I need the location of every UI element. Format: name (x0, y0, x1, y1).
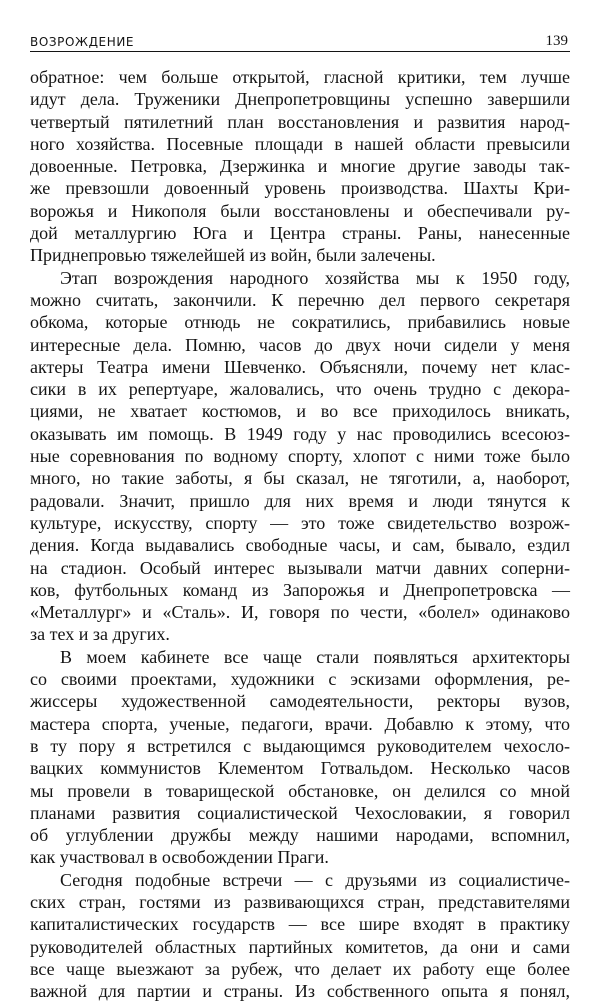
text-line: жиссеры художественной самодеятельности, ректоры вузов, (30, 691, 570, 712)
text-line: ные соревнования по водному спорту, хлопот с ними тоже было (30, 446, 570, 467)
text-line: об углублении дружбы между нашими народами, вспомнил, (30, 825, 570, 846)
text-line: обкома, которые отнюдь не сократились, прибавились новые (30, 312, 570, 333)
text-line: планами развития социалистической Чехословакии, я говорил (30, 802, 570, 823)
text-line: руководителей областных партийных комитетов, да они и сами (30, 936, 570, 957)
text-line: культуре, искусству, спорту — это тоже свидетельство возрож- (30, 512, 570, 533)
chapter-title: ВОЗРОЖДЕНИЕ (30, 35, 135, 49)
text-line: за тех и за других. (30, 624, 170, 645)
text-line: дой металлургию Юга и Центра страны. Раны, нанесенные (30, 223, 570, 244)
running-header (30, 34, 570, 52)
text-line: довоенные. Петровка, Дзержинка и многие другие заводы так- (30, 156, 570, 177)
text-line: со своими проектами, художники с эскизами оформления, ре- (30, 669, 570, 690)
text-line: оказывать им помощь. В 1949 году у нас проводились всесоюз- (30, 423, 570, 444)
text-line: вацких коммунистов Клементом Готвальдом. Несколько часов (30, 758, 570, 779)
text-line: ного хозяйства. Посевные площади в нашей области превысили (30, 133, 570, 154)
text-line: как участвовал в освобождении Праги. (30, 847, 329, 868)
text-line: циями, не хватает костюмов, и во все приходилось вникать, (30, 401, 570, 422)
text-line: ков, футбольных команд из Запорожья и Днепропетровска — (30, 579, 570, 600)
text-line: на стадион. Особый интерес вызывали матчи давних соперни- (30, 557, 570, 578)
text-line: интересные дела. Помню, часов до двух ночи сидели у меня (30, 334, 570, 355)
text-line: Этап возрождения народного хозяйства мы к 1950 году, (60, 267, 570, 288)
text-line: четвертый пятилетний план восстановления и развития народ- (30, 111, 570, 132)
text-line: обратное: чем больше открытой, гласной критики, тем лучше (30, 67, 570, 87)
text-line: ворожья и Никополя были восстановлены и обеспечивали ру- (30, 200, 570, 221)
text-line: ских стран, гостями из развивающихся стран, представителями (30, 891, 570, 912)
text-line: в ту пору я встретился с выдающимся руководителем чехосло- (30, 735, 570, 756)
text-line: мы провели в товарищеской обстановке, он делился со мной (30, 780, 570, 801)
text-line: дения. Когда выдавались свободные часы, и сам, бывало, ездил (30, 535, 570, 556)
text-line: В моем кабинете все чаще стали появляться архитекторы (60, 646, 570, 667)
text-line: актеры Театра имени Шевченко. Объясняли, почему нет клас- (30, 356, 570, 377)
text-line: капиталистических государств — все шире входят в практику (30, 914, 570, 935)
text-line: идут дела. Труженики Днепропетровщины успешно завершили (30, 89, 570, 110)
text-line: сики в их репертуаре, жаловались, что очень трудно с декора- (30, 379, 570, 400)
text-line: Приднепровью тяжелейшей из войн, были залечены. (30, 245, 436, 266)
text-line: важной для партии и страны. Из собственного опыта я понял, (30, 981, 570, 1002)
text-line: Сегодня подобные встречи — с друзьями из социалистиче- (60, 869, 570, 890)
text-line: можно считать, закончили. К перечню дел первого секретаря (30, 289, 570, 310)
text-line: же превзошли довоенный уровень производства. Шахты Кри- (30, 178, 570, 199)
body-text (30, 66, 570, 1002)
text-line: много, но такие заботы, я бы сказал, не тяготили, а, наоборот, (30, 468, 570, 489)
text-line: «Металлург» и «Сталь». И, говоря по чести, «болел» одинаково (30, 602, 570, 623)
text-line: радовали. Значит, пришло для них время и люди тянутся к (30, 490, 570, 511)
header-rule (30, 51, 570, 52)
page-number: 139 (545, 33, 568, 49)
text-line: все чаще выезжают за рубеж, что делает их работу еще более (30, 958, 570, 979)
text-line: мастера спорта, ученые, педагоги, врачи. Добавлю к этому, что (30, 713, 570, 734)
